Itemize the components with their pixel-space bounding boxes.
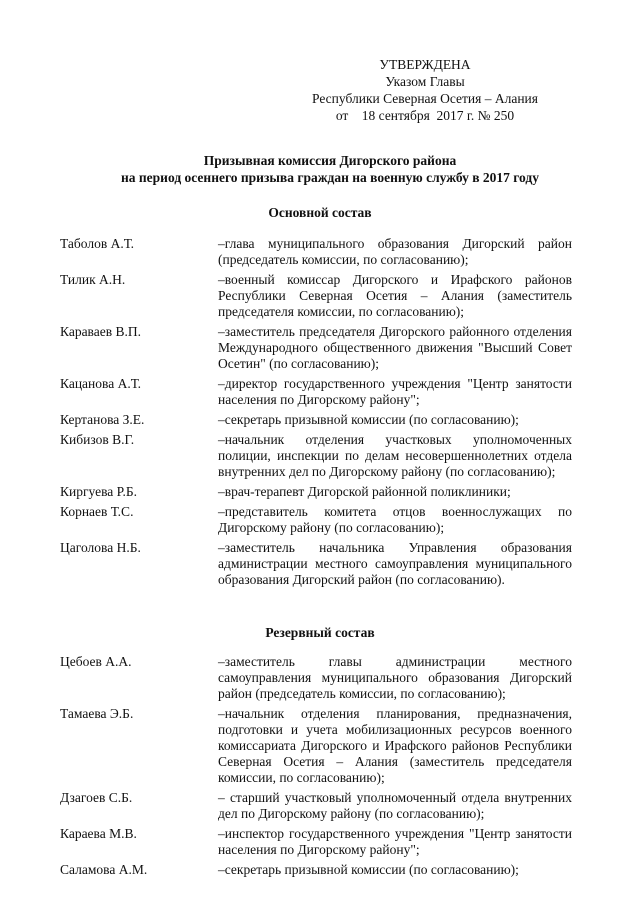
member-name: Кертанова З.Е. bbox=[60, 412, 145, 427]
member-row bbox=[60, 272, 572, 320]
member-row bbox=[60, 412, 572, 428]
member-row bbox=[60, 504, 572, 536]
main-members-list bbox=[60, 236, 572, 592]
approval-line: от 18 сентября 2017 г. № 250 bbox=[335, 108, 515, 123]
member-name: Тилик А.Н. bbox=[60, 272, 126, 287]
member-row bbox=[60, 540, 572, 588]
member-role: –начальник отделения участковых уполномоченных полиции, инспекции по делам несовершеннолетних отдела внутренних дел по Дигорскому району (по согласованию); bbox=[218, 432, 572, 479]
member-role: –начальник отделения планирования, предназначения, подготовки и учета мобилизационных ресурсов военного комиссариата Дигорского и Ирафского районов Республики Северная Осетия – Алания (заместитель председателя комиссии, по согласованию); bbox=[218, 706, 572, 785]
approval-line: УТВЕРЖДЕНА bbox=[379, 57, 471, 72]
member-role: –военный комиссар Дигорского и Ирафского районов Республики Северная Осетия – Алания (заместитель председателя комиссии, по согласованию); bbox=[218, 272, 572, 319]
member-row bbox=[60, 862, 572, 878]
member-role: –заместитель председателя Дигорского районного отделения Международного общественного движения "Высший Совет Осетин" (по согласованию); bbox=[218, 324, 572, 371]
member-name: Караваев В.П. bbox=[60, 324, 141, 339]
member-role: –глава муниципального образования Дигорский район (председатель комиссии, по согласованию); bbox=[218, 236, 572, 267]
approval-stamp bbox=[300, 56, 550, 124]
member-role: –заместитель главы администрации местного самоуправления муниципального образования Дигорский район (председатель комиссии, по согласованию); bbox=[218, 654, 572, 701]
member-role: –директор государственного учреждения "Центр занятости населения по Дигорскому району"; bbox=[218, 376, 572, 407]
title-line: Призывная комиссия Дигорского района bbox=[203, 153, 457, 168]
member-row bbox=[60, 484, 572, 500]
reserve-members-list bbox=[60, 654, 572, 882]
member-name: Цаголова Н.Б. bbox=[60, 540, 141, 555]
document-title bbox=[80, 152, 580, 186]
member-role: – старший участковый уполномоченный отдела внутренних дел по Дигорскому району (по согласованию); bbox=[218, 790, 572, 821]
member-row bbox=[60, 324, 572, 372]
member-row bbox=[60, 376, 572, 408]
member-name: Дзагоев С.Б. bbox=[60, 790, 133, 805]
member-row bbox=[60, 432, 572, 480]
member-role: –заместитель начальника Управления образования администрации местного самоуправления муниципального образования Дигорский район (по согласованию). bbox=[218, 540, 572, 587]
member-name: Саламова А.М. bbox=[60, 862, 148, 877]
approval-line: Республики Северная Осетия – Алания bbox=[312, 91, 538, 106]
member-name: Кацанова А.Т. bbox=[60, 376, 141, 391]
member-role: –инспектор государственного учреждения "Центр занятости населения по Дигорскому району"; bbox=[218, 826, 572, 857]
member-row bbox=[60, 236, 572, 268]
member-name: Цебоев А.А. bbox=[60, 654, 132, 669]
member-name: Корнаев Т.С. bbox=[60, 504, 134, 519]
member-name: Киргуева Р.Б. bbox=[60, 484, 137, 499]
member-row bbox=[60, 654, 572, 702]
reserve-section-heading: Резервный состав bbox=[265, 625, 375, 640]
member-row bbox=[60, 826, 572, 858]
member-row bbox=[60, 706, 572, 786]
member-role: –представитель комитета отцов военнослужащих по Дигорскому району (по согласованию); bbox=[218, 504, 572, 535]
member-name: Тамаева Э.Б. bbox=[60, 706, 134, 721]
member-name: Караева М.В. bbox=[60, 826, 137, 841]
member-name: Кибизов В.Г. bbox=[60, 432, 135, 447]
member-role: –секретарь призывной комиссии (по согласованию); bbox=[218, 862, 519, 877]
main-section-heading: Основной состав bbox=[268, 205, 372, 220]
member-row bbox=[60, 790, 572, 822]
member-role: –секретарь призывной комиссии (по согласованию); bbox=[218, 412, 519, 427]
member-role: –врач-терапевт Дигорской районной поликлиники; bbox=[218, 484, 511, 499]
title-line: на период осеннего призыва граждан на военную службу в 2017 году bbox=[121, 170, 539, 185]
member-name: Таболов А.Т. bbox=[60, 236, 134, 251]
approval-line: Указом Главы bbox=[385, 74, 465, 89]
